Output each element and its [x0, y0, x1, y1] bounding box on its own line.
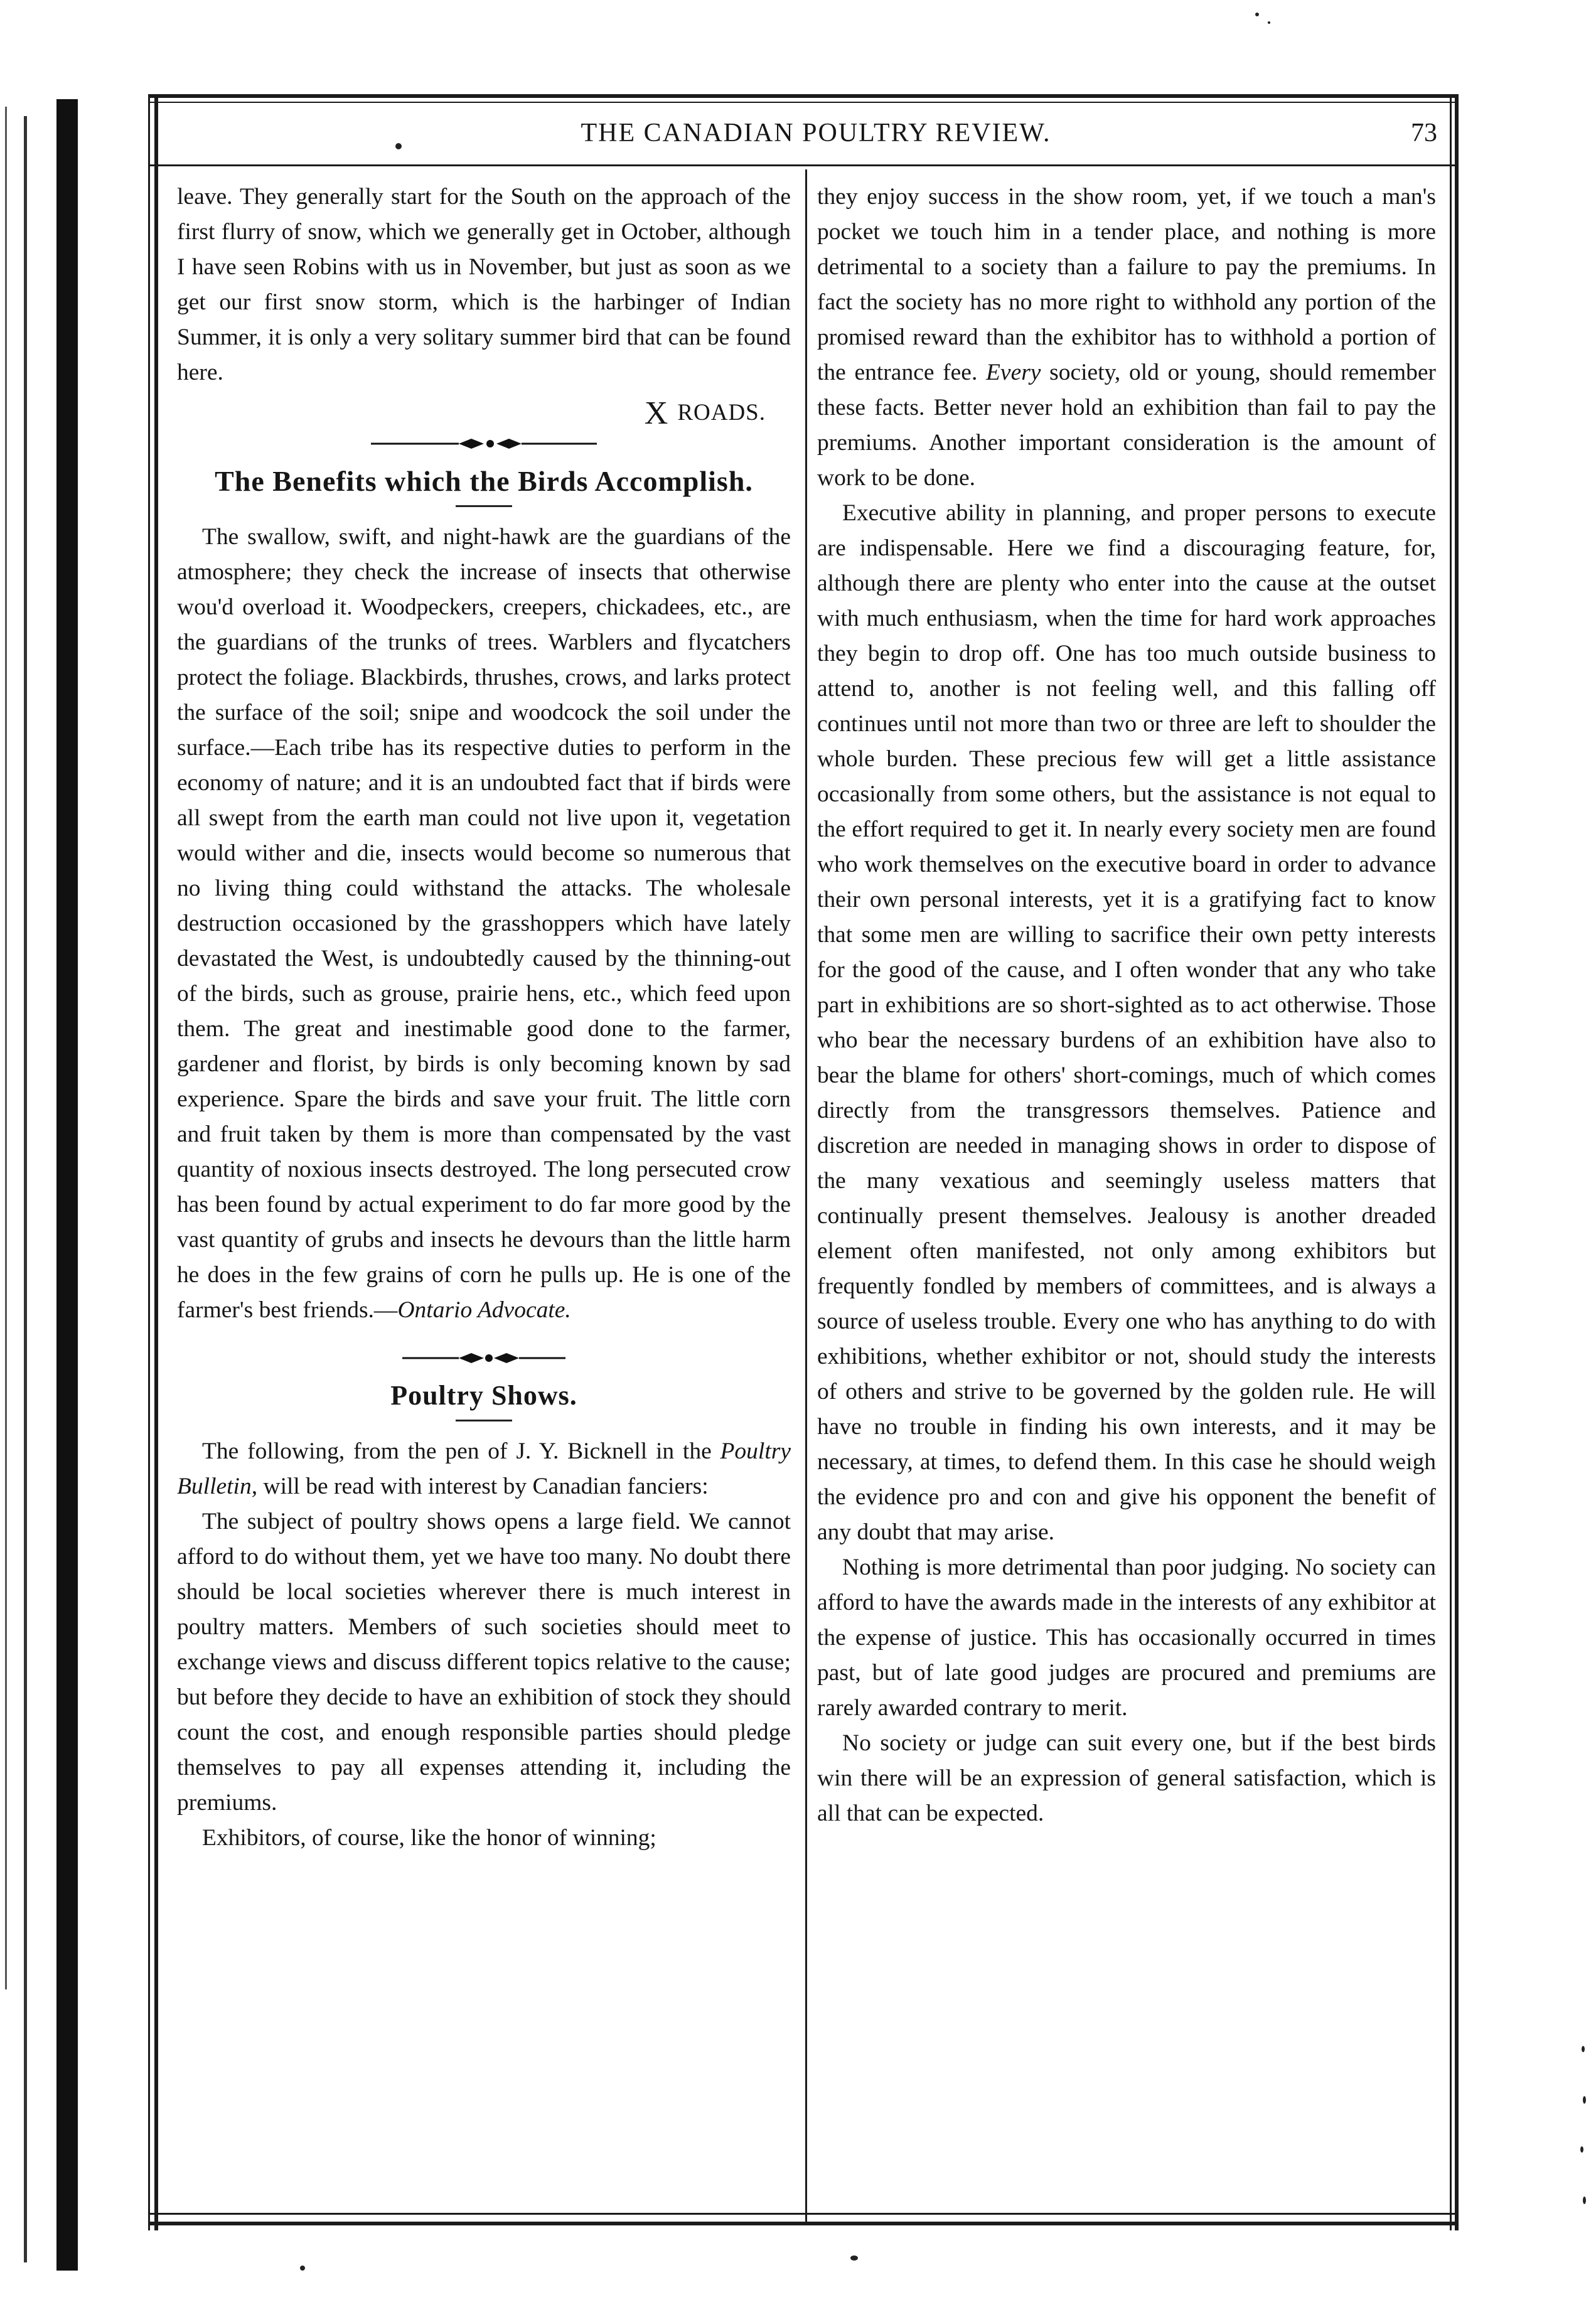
right-para1-after: society, old or young, should remember these facts. Better never hold an exhibition than fail to pay the premiums. Another important consideration is the amount of work to be done. [817, 360, 1437, 491]
intro-after: will be read with interest by Canadian fanciers: [257, 1474, 709, 1499]
right-para1-before: they enjoy success in the show room, yet, if we touch a man's pocket we touch him in a tender place, and nothing is more detrimental to a society than a failure to pay the premiums. In fact the society has no more right to withhold any portion of the promised reward than the exhibitor has to withhold a portion of the entrance fee. [817, 184, 1436, 385]
binding-edge-thin [5, 107, 7, 1989]
signature-name: ROADS. [677, 400, 766, 425]
signature-mark: X [644, 395, 669, 431]
bottom-border-thin [148, 2213, 1459, 2215]
right-para2: Executive ability in planning, and proper persons to execute are indispensable. Here we find a discouraging feature, for, although there are plenty who enter into the cause at the outset with much enthusiasm, when the time for hard work approaches they begin to drop off. One has too much outside business to attend to, another is not feeling well, and this falling off continues until not more than two or three are left to shoulder the whole burden. These precious few will get a little assistance occasionally from some others, but the assistance is not equal to the effort required to get it. In nearly every society men are found who work themselves on the executive board in order to advance their own personal interests, yet it is a gratifying fact to know that some men are willing to sacrifice their own petty interests for the good of the cause, and I often wonder that any who take part in exhibitions are so short-sighted as to act otherwise. Those who bear the necessary burdens of an exhibition have also to bear the blame for others' short-comings, much of which comes directly from the transgressors themselves. Patience and discretion are needed in managing shows in order to dispose of the many vexatious and seemingly useless matters that continually present themselves. Jealousy is another dreaded element often manifested, not only among exhibitors but frequently fondled by members of committees, and is always a source of useless trouble. Every one who has anything to do with exhibitions, whether exhibitor or not, should study the interests of others and strive to be governed by the golden rule. He will have no trouble in finding his own interests, and it may be necessary, at times, to defend them. In this case he should weigh the evidence pro and con and give his opponent the benefit of any doubt that may arise. [817, 500, 1436, 1545]
article-title-benefits: The Benefits which the Birds Accomplish. [215, 465, 753, 497]
right-column [817, 179, 1436, 1831]
top-border-thin [148, 102, 1459, 103]
right-para4: No society or judge can suit every one, but if the best birds win there will be an expression of general satisfaction, which is all that can be expected. [817, 1730, 1436, 1826]
ornamental-divider-2 [177, 1346, 791, 1374]
bottom-border-thick [148, 2222, 1459, 2225]
scan-speck [395, 143, 402, 149]
right-para3: Nothing is more detrimental than poor judging. No society can afford to have the awards made in the interests of any exhibitor at the expense of justice. This has occasionally occurred in times past, but of late good judges are procured and premiums are rarely awarded contrary to merit. [817, 1555, 1436, 1721]
article-title-poultry-shows: Poultry Shows. [390, 1380, 577, 1411]
page-number: 73 [1411, 119, 1437, 147]
left-border-thin [148, 94, 150, 2230]
poultry-shows-para1: The subject of poultry shows opens a large field. We cannot afford to do without them, yet we have too many. No doubt there should be local societies wherever there is much interest in poultry matters. Members of such societies should meet to exchange views and discuss different topics relative to the cause; but before they decide to have an exhibition of stock they should count the cost, and enough responsible parties should pledge themselves to pay all expenses attending it, including the premiums. [177, 1509, 791, 1816]
right-border-thin [1450, 94, 1452, 2230]
scan-speck [1583, 2197, 1586, 2204]
publication-name: Poultry Bulletin, [177, 1438, 791, 1499]
header-rule [148, 164, 1459, 166]
poultry-shows-para2: Exhibitors, of course, like the honor of winning; [202, 1825, 656, 1851]
top-border-thick [148, 94, 1459, 98]
scan-speck [300, 2266, 305, 2271]
right-border-thick [1455, 94, 1459, 2230]
intro-before: The following, from the pen of J. Y. Bicknell in the [202, 1438, 720, 1464]
left-column [177, 179, 791, 1856]
scan-speck [1268, 21, 1270, 24]
scan-speck [1580, 2146, 1583, 2153]
scan-speck [1582, 2046, 1585, 2052]
title-underline-1 [456, 505, 512, 507]
dash-ornament-icon [396, 1346, 572, 1371]
author-signature [177, 395, 766, 431]
benefits-body-text: The swallow, swift, and night-hawk are the guardians of the atmosphere; they check the increase of insects that otherwise wou'd overload it. Woodpeckers, creepers, chickadees, etc., are the guardians of the trunks of trees. Warblers and flycatchers protect the foliage. Blackbirds, thrushes, crows, and larks protect the surface of the soil; snipe and woodcock the soil under the surface.—Each tribe has its respective duties to perform in the economy of nature; and it is an undoubted fact that if birds were all swept from the earth man could not live upon it, vegetation would wither and die, insects would become so numerous that no living thing could withstand the attacks. The wholesale destruction occasioned by the grasshoppers which have lately devastated the West, is undoubtedly caused by the thinning-out of the birds, such as grouse, prairie hens, etc., which feed upon them. The great and inestimable good done to the farmer, gardener and florist, by birds is only becoming known by sad experience. Spare the birds and save your fruit. The little corn and fruit taken by them is more than compensated by the vast quantity of noxious insects destroyed. The long persecuted crow has been found by actual experiment to do far more good by the vast quantity of grubs and insects he devours than the little harm he does in the few grains of corn he pulls up. He is one of the farmer's best friends.— [177, 524, 791, 1323]
title-underline-2 [456, 1420, 512, 1421]
binding-edge-line [24, 116, 27, 2262]
scan-speck [1583, 2096, 1586, 2104]
ornamental-divider-1 [177, 431, 791, 460]
emphasis-every: Every [986, 360, 1041, 385]
running-header-title: THE CANADIAN POULTRY REVIEW. [581, 119, 1051, 147]
article-body-benefits [177, 520, 791, 1328]
binding-edge-bar [56, 99, 78, 2271]
right-para1 [817, 179, 1436, 496]
scan-speck [1255, 13, 1259, 16]
column-divider [805, 169, 807, 2222]
intro-paragraph: leave. They generally start for the South on the approach of the first flurry of snow, which we generally get in October, although I have seen Robins with us in November, but just as soon as we get our first snow storm, which is the harbinger of Indian Summer, it is only a very solitary summer bird that can be found here. [177, 184, 791, 385]
source-credit: Ontario Advocate. [397, 1297, 571, 1323]
scan-speck [850, 2256, 858, 2261]
dash-ornament-icon [365, 431, 603, 456]
poultry-shows-intro [177, 1434, 791, 1504]
left-border-thick [154, 94, 158, 2230]
